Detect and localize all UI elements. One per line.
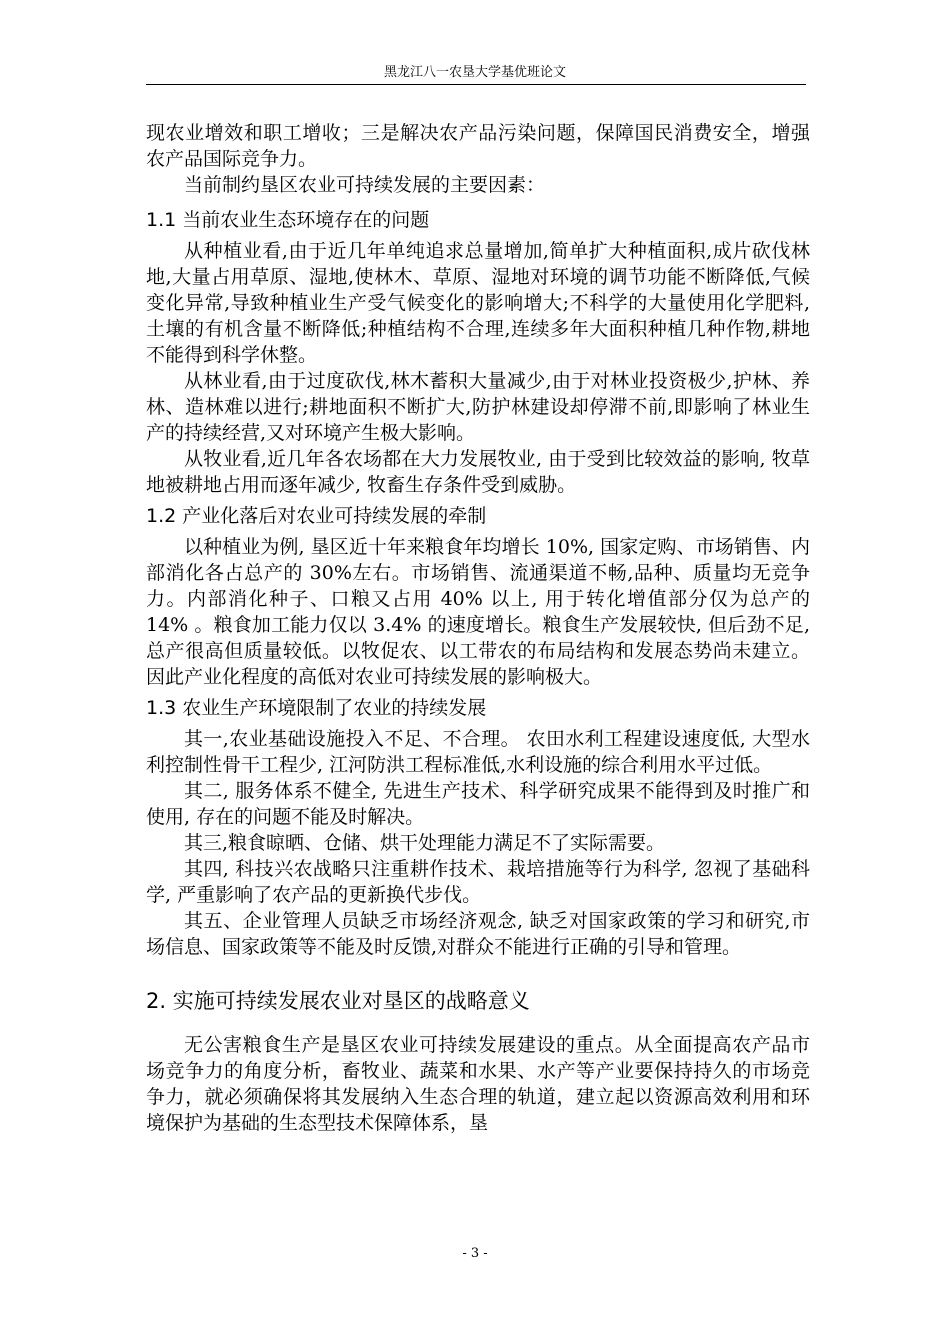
paragraph-point-2: 其二, 服务体系不健全, 先进生产技术、科学研究成果不能得到及时推广和使用, 存在的问题不能及时解决。 [146,780,810,828]
document-body [146,120,810,1136]
paragraph-industrialization: 以种植业为例, 垦区近十年来粮食年均增长 10%, 国家定购、市场销售、内部消化各占总产的 30%左右。市场销售、流通渠道不畅,品种、质量均无竞争力。内部消化种子、口粮又占用 40% 以上, 用于转化增值部分仅为总产的 14% 。粮食加工能力仅以 3.4% 的速度增长。粮食生产发展较快, 但后劲不足, 总产很高但质量较低。以牧促农、以工带农的布局结构和发展态势尚未建立。因此产业化程度的高低对农业可持续发展的影响极大。 [146,536,810,688]
paragraph-intro-factors: 当前制约垦区农业可持续发展的主要因素： [184,174,546,196]
paragraph-strategic-significance: 无公害粮食生产是垦区农业可持续发展建设的重点。从全面提高农产品市场竞争力的角度分析，畜牧业、蔬菜和水果、水产等产业要保持持久的市场竞争力，就必须确保将其发展纳入生态合理的轨道，建立起以资源高效利用和环境保护为基础的生态型技术保障体系，垦 [146,1034,810,1134]
header-rule [146,84,806,85]
paragraph-forestry: 从林业看,由于过度砍伐,林木蓄积大量减少,由于对林业投资极少,护林、养林、造林难以进行;耕地面积不断扩大,防护林建设却停滞不前,即影响了林业生产的持续经营,又对环境产生极大影响。 [146,370,810,444]
paragraph-intro-continued: 现农业增效和职工增收；三是解决农产品污染问题，保障国民消费安全，增强农产品国际竞争力。 [146,122,810,170]
section-heading-1-1: 1.1 当前农业生态环境存在的问题 [146,209,430,231]
paragraph-animal-husbandry: 从牧业看,近几年各农场都在大力发展牧业, 由于受到比较效益的影响, 牧草地被耕地占用而逐年减少, 牧畜生存条件受到威胁。 [146,448,810,496]
paragraph-point-5: 其五、企业管理人员缺乏市场经济观念, 缺乏对国家政策的学习和研究,市场信息、国家政策等不能及时反馈,对群众不能进行正确的引导和管理。 [146,910,810,958]
section-heading-1-3: 1.3 农业生产环境限制了农业的持续发展 [146,697,487,719]
paragraph-point-3: 其三,粮食晾晒、仓储、烘干处理能力满足不了实际需要。 [184,832,666,854]
paragraph-point-1: 其一,农业基础设施投入不足、不合理。 农田水利工程建设速度低, 大型水利控制性骨干工程少, 江河防洪工程标准低,水利设施的综合利用水平过低。 [146,728,810,776]
page-number: - 3 - [462,1246,488,1261]
section-heading-1-2: 1.2 产业化落后对农业可持续发展的牵制 [146,505,487,527]
running-header: 黑龙江八一农垦大学基优班论文 [383,65,566,80]
paragraph-point-4: 其四, 科技兴农战略只注重耕作技术、栽培措施等行为科学, 忽视了基础科学, 严重影响了农产品的更新换代步伐。 [146,858,810,906]
paragraph-planting: 从种植业看,由于近几年单纯追求总量增加,简单扩大种植面积,成片砍伐林地,大量占用草原、湿地,使林木、草原、湿地对环境的调节功能不断降低,气候变化异常,导致种植业生产受气候变化的影响增大;不科学的大量使用化学肥料,土壤的有机含量不断降低;种植结构不合理,连续多年大面积种植几种作物,耕地不能得到科学休整。 [146,240,810,366]
section-heading-2: 2. 实施可持续发展农业对垦区的战略意义 [146,989,530,1013]
